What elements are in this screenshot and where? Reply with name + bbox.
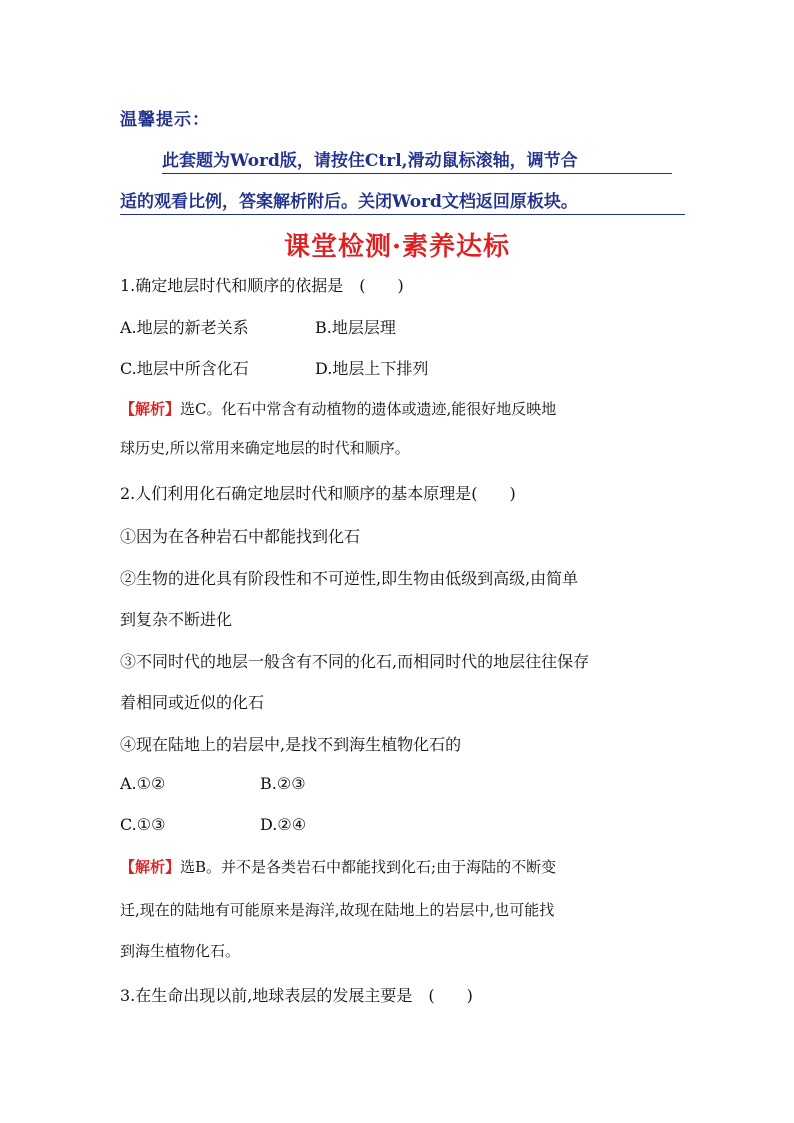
q1-option-a: A.地层的新老关系 [120,318,249,337]
q2-explanation-line-1 [120,856,556,877]
q1-explanation-line-2: 球历史,所以常用来确定地层的时代和顺序。 [120,439,410,457]
q1-explanation-line-1 [120,398,556,419]
q2-item-3-line-1: ③不同时代的地层一般含有不同的化石,而相同时代的地层往往保存 [120,652,590,671]
q2-item-2-line-1: ②生物的进化具有阶段性和不可逆性,即生物由低级到高级,由简单 [120,569,579,588]
q2-item-1: ①因为在各种岩石中都能找到化石 [120,527,361,546]
q1-explanation-text-1: 选C。化石中常含有动植物的遗体或遗迹,能很好地反映地 [180,400,557,418]
q1-option-c: C.地层中所含化石 [120,359,249,378]
q1-option-b: B.地层层理 [315,318,396,337]
q2-explanation-line-3: 到海生植物化石。 [120,942,241,960]
q2-item-4: ④现在陆地上的岩层中,是找不到海生植物化石的 [120,735,462,754]
q2-option-c: C.①③ [120,815,166,834]
tip-line-1: 此套题为Word版，请按住Ctrl,滑动鼠标滚轴，调节合 [162,146,672,174]
q2-option-d: D.②④ [260,815,307,834]
q1-stem: 1.确定地层时代和顺序的依据是 ( ) [120,276,404,295]
q2-explanation-line-2: 迁,现在的陆地有可能原来是海洋,故现在陆地上的岩层中,也可能找 [120,901,555,919]
q2-item-2-line-2: 到复杂不断进化 [120,610,233,629]
q1-explanation-tag: 【解析】 [120,400,181,418]
tip-line-2: 适的观看比例，答案解析附后。关闭Word文档返回原板块。 [120,187,685,215]
q3-stem: 3.在生命出现以前,地球表层的发展主要是 ( ) [120,986,473,1005]
section-title: 课堂检测·素养达标 [283,232,511,262]
q2-option-b: B.②③ [260,774,306,793]
q2-stem: 2.人们利用化石确定地层时代和顺序的基本原理是( ) [120,484,516,503]
q2-explanation-text-1: 选B。并不是各类岩石中都能找到化石;由于海陆的不断变 [180,858,557,876]
q2-option-a: A.①② [120,774,166,793]
q2-item-3-line-2: 着相同或近似的化石 [120,693,265,712]
tip-title: 温馨提示： [120,110,210,130]
q1-option-d: D.地层上下排列 [315,359,429,378]
q2-explanation-tag: 【解析】 [120,858,181,876]
